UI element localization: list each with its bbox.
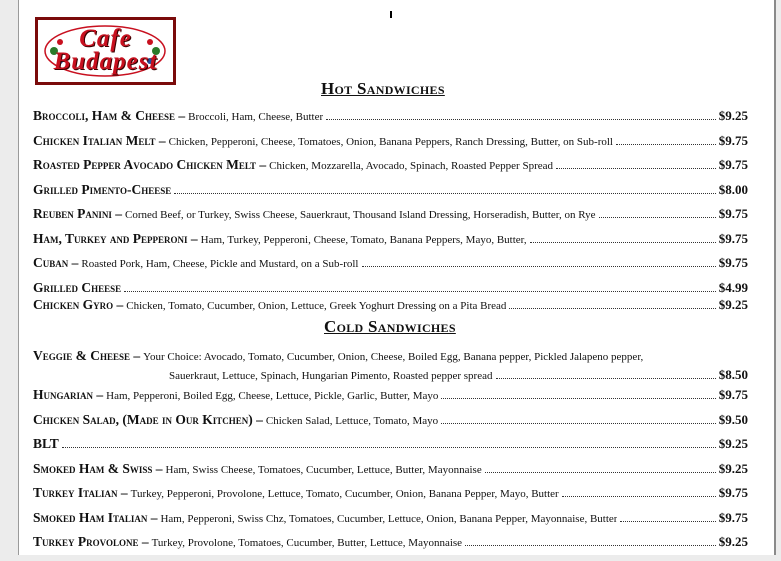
dot-leader bbox=[124, 291, 716, 292]
menu-item-reuben-panini bbox=[33, 207, 748, 222]
dot-leader bbox=[509, 308, 715, 309]
item-name: Grilled Cheese bbox=[33, 280, 122, 295]
item-name: Chicken Gyro – bbox=[33, 297, 124, 312]
item-description: Broccoli, Ham, Cheese, Butter bbox=[188, 111, 324, 123]
dot-leader bbox=[485, 472, 716, 473]
item-name: Smoked Ham Italian – bbox=[33, 510, 158, 525]
menu-item-broccoli-ham-cheese bbox=[33, 109, 748, 124]
item-description: Corned Beef, or Turkey, Swiss Cheese, Sauerkraut, Thousand Island Dressing, Horseradish, Butter, on Rye bbox=[125, 209, 596, 221]
menu-item-ham-turkey-and-pepperoni bbox=[33, 232, 748, 247]
item-description: Chicken, Mozzarella, Avocado, Spinach, Roasted Pepper Spread bbox=[269, 160, 554, 172]
item-description: Ham, Pepperoni, Swiss Chz, Tomatoes, Cucumber, Lettuce, Onion, Banana Pepper, Mayonnaise, Butter bbox=[160, 513, 618, 525]
item-description: Ham, Swiss Cheese, Tomatoes, Cucumber, Lettuce, Butter, Mayonnaise bbox=[165, 464, 482, 476]
item-price: $9.25 bbox=[718, 461, 748, 476]
menu-item-chicken-salad-made-in-our-kitchen bbox=[33, 413, 748, 428]
menu-item-hungarian bbox=[33, 388, 748, 403]
item-name: Chicken Salad, (Made in Our Kitchen) – bbox=[33, 412, 263, 427]
item-description: Turkey, Provolone, Tomatoes, Cucumber, Butter, Lettuce, Mayonnaise bbox=[151, 537, 463, 549]
menu-item-turkey-italian bbox=[33, 486, 748, 501]
dot-leader bbox=[465, 545, 716, 546]
item-price: $9.25 bbox=[718, 534, 748, 549]
item-description: Chicken, Pepperoni, Cheese, Tomatoes, Onion, Banana Peppers, Ranch Dressing, Butter, on Sub-roll bbox=[168, 136, 613, 148]
item-name: Broccoli, Ham & Cheese – bbox=[33, 108, 186, 123]
dot-leader bbox=[616, 144, 716, 145]
item-price: $9.75 bbox=[718, 231, 748, 246]
dot-leader bbox=[362, 266, 716, 267]
item-description: Roasted Pork, Ham, Cheese, Pickle and Mustard, on a Sub-roll bbox=[81, 258, 359, 270]
item-name: Chicken Italian Melt – bbox=[33, 133, 166, 148]
menu-item-chicken-italian-melt bbox=[33, 134, 748, 149]
item-name: Cuban – bbox=[33, 255, 79, 270]
item-description: Turkey, Pepperoni, Provolone, Lettuce, Tomato, Cucumber, Onion, Banana Pepper, Mayo, Butter bbox=[130, 488, 559, 500]
dot-leader bbox=[530, 242, 716, 243]
item-name: Roasted Pepper Avocado Chicken Melt – bbox=[33, 157, 267, 172]
item-name: Reuben Panini – bbox=[33, 206, 123, 221]
menu-item-blt bbox=[33, 437, 748, 451]
menu-item-smoked-ham-italian bbox=[33, 511, 748, 526]
menu-item-grilled-pimento-cheese bbox=[33, 183, 748, 197]
hot-sandwiches-heading: Hot Sandwiches bbox=[321, 79, 445, 98]
item-name: Grilled Pimento-Cheese bbox=[33, 182, 172, 197]
item-name: Turkey Italian – bbox=[33, 485, 128, 500]
item-description-continued: Sauerkraut, Lettuce, Spinach, Hungarian Pimento, Roasted pepper spread bbox=[169, 370, 493, 382]
menu-item-turkey-provolone bbox=[33, 535, 748, 550]
cold-sandwiches-heading: Cold Sandwiches bbox=[324, 317, 456, 336]
item-description: Chicken Salad, Lettuce, Tomato, Mayo bbox=[265, 415, 439, 427]
dot-leader bbox=[556, 168, 716, 169]
item-price: $9.75 bbox=[718, 510, 748, 525]
dot-leader bbox=[599, 217, 716, 218]
item-description: Chicken, Tomato, Cucumber, Onion, Lettuce, Greek Yoghurt Dressing on a Pita Bread bbox=[126, 300, 507, 312]
item-description: Your Choice: Avocado, Tomato, Cucumber, Onion, Cheese, Boiled Egg, Banana pepper, Pickled Jalapeno pepper, bbox=[143, 351, 644, 363]
dot-leader bbox=[441, 423, 716, 424]
item-price: $9.75 bbox=[718, 485, 748, 500]
menu-item-grilled-cheese bbox=[33, 281, 748, 295]
dot-leader bbox=[326, 119, 716, 120]
dot-leader bbox=[62, 447, 716, 448]
menu-item-chicken-gyro bbox=[33, 298, 748, 313]
dot-leader bbox=[496, 378, 716, 379]
item-price: $8.00 bbox=[718, 182, 748, 197]
item-price: $4.99 bbox=[718, 280, 748, 295]
item-name: Hungarian – bbox=[33, 387, 104, 402]
logo-text-budapest: Budapest bbox=[53, 48, 158, 75]
logo-text-cafe: Cafe bbox=[79, 25, 132, 52]
dot-leader bbox=[174, 193, 716, 194]
menu-page bbox=[18, 0, 776, 555]
item-name: Ham, Turkey and Pepperoni – bbox=[33, 231, 198, 246]
item-description: Ham, Pepperoni, Boiled Egg, Cheese, Lettuce, Pickle, Garlic, Butter, Mayo bbox=[106, 390, 439, 402]
menu-item-smoked-ham-swiss bbox=[33, 462, 748, 477]
dot-leader bbox=[562, 496, 716, 497]
item-description: Ham, Turkey, Pepperoni, Cheese, Tomato, Banana Peppers, Mayo, Butter, bbox=[200, 234, 527, 246]
item-price: $9.75 bbox=[718, 133, 748, 148]
item-price: $9.25 bbox=[718, 297, 748, 312]
dot-leader bbox=[441, 398, 715, 399]
menu-item-veggie-cheese bbox=[33, 349, 748, 383]
dot-leader bbox=[620, 521, 715, 522]
menu-item-cuban bbox=[33, 256, 748, 271]
item-price: $9.75 bbox=[718, 157, 748, 172]
item-name: Veggie & Cheese – bbox=[33, 348, 141, 363]
item-price: $9.75 bbox=[718, 255, 748, 270]
text-cursor bbox=[390, 11, 392, 18]
item-name: Smoked Ham & Swiss – bbox=[33, 461, 163, 476]
item-name: Turkey Provolone – bbox=[33, 534, 149, 549]
item-price: $9.25 bbox=[718, 108, 748, 123]
item-price: $9.50 bbox=[718, 412, 748, 427]
item-price: $8.50 bbox=[718, 367, 748, 382]
menu-item-roasted-pepper-avocado-chicken-melt bbox=[33, 158, 748, 173]
cafe-budapest-logo bbox=[35, 17, 176, 85]
item-price: $9.75 bbox=[718, 206, 748, 221]
item-price: $9.25 bbox=[718, 436, 748, 451]
item-price: $9.75 bbox=[718, 387, 748, 402]
item-name: BLT bbox=[33, 436, 59, 451]
